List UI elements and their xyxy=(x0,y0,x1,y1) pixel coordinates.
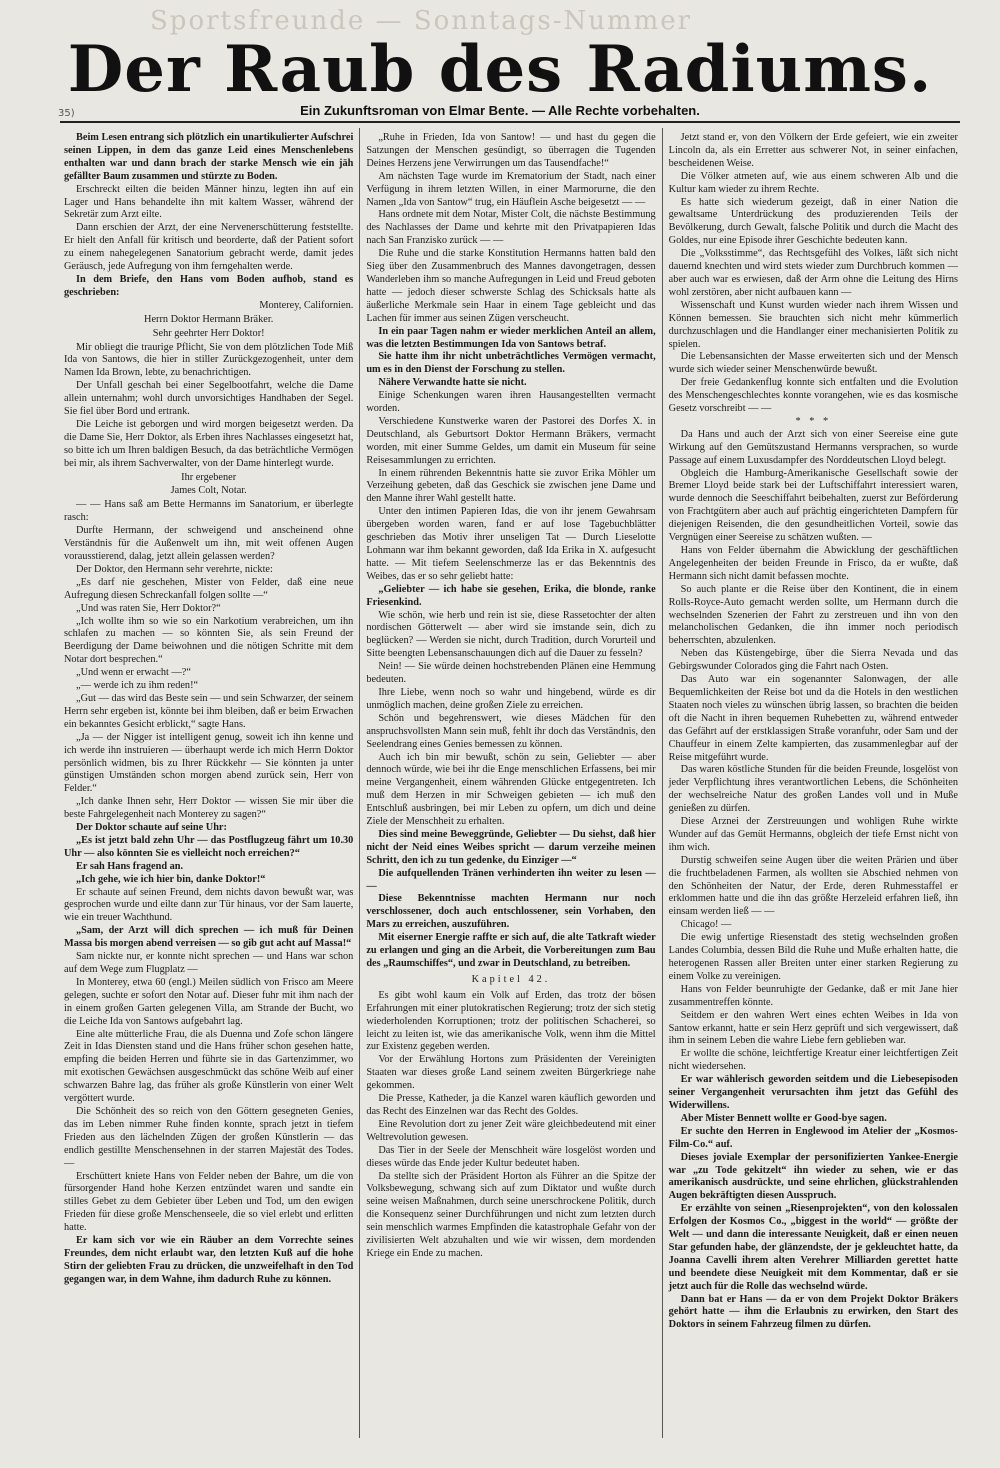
paragraph: Diese Arznei der Zerstreuungen und wohligen Ruhe wirkte Wunder auf das Gemüt Hermanns, obgleich der tiefe Ernst nicht von ihm wich. xyxy=(668,816,958,853)
paragraph: — — Hans saß am Bette Hermanns im Sanatorium, er überlegte rasch: xyxy=(64,499,354,524)
paragraph: „Ich wollte ihm so wie so ein Narkotium verabreichen, um ihn schlafen zu machen — so könnten Sie, als sein Freund der Beerdigung der Dame beiwohnen und die nötigen Schritte mit dem Notar dort besprechen.“ xyxy=(64,615,354,666)
paragraph: „Es ist jetzt bald zehn Uhr — das Postflugzeug fährt um 10.30 Uhr — also könnten Sie es vielleicht noch erreichen?“ xyxy=(64,834,354,859)
column-1 xyxy=(58,128,359,1438)
paragraph: In Monterey, etwa 60 (engl.) Meilen südlich von Frisco am Meere gelegen, suchte er sofort den Notar auf. Dieser fuhr mit ihm nach der in einem großen Garten gelegenen Villa, am Strande der Bucht, wo die Leiche Ida von Santows aufgebahrt lag. xyxy=(64,976,354,1027)
paragraph: Kapitel 42. xyxy=(471,973,551,985)
paragraph: Die Lebensansichten der Masse erweiterten sich und der Mensch wurde sich wieder seiner Menschenwürde bewußt. xyxy=(668,351,958,376)
paragraph: Das Auto war ein sogenannter Salonwagen, der alle Bequemlichkeiten der Reise bot und da die Hotels in den westlichen Staaten noch vieles zu wünschen übrig lassen, so brachten die beiden oft die Nacht in ihren bequemen Ruhebetten zu, während entweder das Gefährt auf der erstklassigen Straße voranfuhr, oder Sam und der Chauffeur in einem Zelte kampierten, das zusammenlegbar auf der Reise mitgeführt wurde. xyxy=(668,674,958,763)
paragraph: Nein! — Sie würde deinen hochstrebenden Plänen eine Hemmung bedeuten. xyxy=(366,661,656,686)
paragraph: Erschüttert kniete Hans von Felder neben der Bahre, um die von fürsorgender Hand hohe Kerzen entzündet waren und sandte ein stilles Gebet zu dem Gebieter über Leben und Tod, um den ewigen Frieden für diese große Menschenseele, die so viel erlebt und erlitten hatte. xyxy=(64,1170,354,1234)
paragraph: Herrn Doktor Hermann Bräker. xyxy=(144,313,274,325)
column-2 xyxy=(359,128,661,1438)
paragraph: Eine Revolution dort zu jener Zeit wäre gleichbedeutend mit einer Weltrevolution gewesen. xyxy=(366,1118,656,1143)
paragraph: „— werde ich zu ihm reden!“ xyxy=(76,680,199,692)
paragraph: Unter den intimen Papieren Idas, die von ihr jenem Gewahrsam übergeben worden waren, fand er auf lose Tagebuchblätter geschrieben das Motiv ihrer unseligen Tat — Durch Lieselotte Lohmann war ihm bekannt geworden, daß Ida Erika in X. aufgesucht hatte. — Mit tiefem Seelenschmerze las er das Bekenntnis des Weibes, das er so sehr geliebt hatte: xyxy=(366,506,656,582)
paragraph: Eine alte mütterliche Frau, die als Duenna und Zofe schon längere Zeit in Idas Diensten stand und die Hans früher schon gesehen hatte, empfing die beiden Herren und führte sie in das Gartenzimmer, wo mit exotischen Gewächsen ausgeschmückt das schöne Weib auf einer schwarzen Bahre lag, das früher als große Künstlerin von einer Welt vergöttert wurde. xyxy=(64,1028,354,1105)
paragraph: Das waren köstliche Stunden für die beiden Freunde, losgelöst von jeder Verpflichtung ihres verantwortlichen Lebens, die Schönheiten der wechselreiche Natur des großen Landes voll und in Muße genießen zu dürfen. xyxy=(668,764,958,815)
paragraph: Die aufquellenden Tränen verhinderten ihn weiter zu lesen — — xyxy=(366,867,656,892)
paragraph: Die Schönheit des so reich von den Göttern gesegneten Genies, das im Leben nimmer Ruhe finden konnte, sprach jetzt in tiefem Frieden aus den lächelnden Zügen der großen Künstlerin — das endlich gestillte Menschensehnen in der starren Majestät des Todes. — xyxy=(64,1105,354,1169)
paragraph: „Sam, der Arzt will dich sprechen — ich muß für Deinen Massa bis morgen abend verreisen — so gib gut acht auf Massa!“ xyxy=(64,925,354,950)
paragraph: Der Unfall geschah bei einer Segelbootfahrt, welche die Dame allein unternahm; wohl durch unvorsichtiges Handhaben der Segel. Sie fiel über Bord und ertrank. xyxy=(64,380,354,418)
paragraph: So auch plante er die Reise über den Kontinent, die in einem Rolls-Royce-Auto gemacht werden sollte, um Hermann durch die wechselnden Szenerien der Fahrt zu zerstreuen und ihn von den melancholischen Gedanken, die ihn immer noch periodisch beherrschten, abzulenken. xyxy=(668,583,958,647)
paragraph: Seitdem er den wahren Wert eines echten Weibes in Ida von Santow erkannt, hatte er sein Herz geprüft und sich vergewissert, daß ihm in seinem Leben die wahre Liebe fern geblieben war. xyxy=(668,1009,958,1047)
paragraph: „Und wenn er erwacht —?“ xyxy=(76,667,191,679)
paragraph: Mit eiserner Energie raffte er sich auf, die alte Tatkraft wieder zu erlangen und ging an die Arbeit, die Vorbereitungen zum Bau des „Raumschiffes“, und zwar in Deutschland, zu betreiben. xyxy=(366,932,656,969)
paragraph: In einem rührenden Bekenntnis hatte sie zuvor Erika Möhler um Verzeihung gebeten, daß das Geschick sie zwischen jene Dame und den Manne ihrer Wahl gestellt hatte. xyxy=(366,467,656,505)
paragraph: Aber Mister Bennett wollte er Good-bye sagen. xyxy=(680,1112,887,1124)
paragraph: Auch ich bin mir bewußt, schön zu sein, Geliebter — aber dennoch würde, wie bei ihr die Enge menschlichen Erfassens, bei mir meine Vergangenheit, einem währenden Glücke entgegentreten. Ich muß dem Herzen in mir Schweigen gebieten — ich muß den Entschluß ausbringen, bei mir Leben zu opfern, um dich und deine Ziele der Menschheit zu erhalten. xyxy=(366,751,656,828)
paragraph: Neben das Küstengebirge, über die Sierra Nevada und das Gebirgswunder Colorados ging die Fahrt nach Osten. xyxy=(668,648,958,673)
paragraph: Erschreckt eilten die beiden Männer hinzu, legten ihn auf ein Lager und Hans behandelte ihn mit kaltem Wasser, während der Sekretär zum Arzt eilte. xyxy=(64,183,354,221)
paragraph: Einige Schenkungen waren ihren Hausangestellten vermacht worden. xyxy=(366,390,656,415)
paragraph: Die Völker atmeten auf, wie aus einem schweren Alb und die Kultur kam wieder zu ihrem Rechte. xyxy=(668,170,958,195)
article-title: Der Raub des Radiums. xyxy=(67,32,933,107)
paragraph: Dann bat er Hans — da er von dem Projekt Doktor Bräkers gehört hatte — ihm die Erlaubnis zu erwirken, den Start des Doktors in seinem Fahrzeug filmen zu dürfen. xyxy=(668,1293,958,1331)
text-columns xyxy=(58,128,964,1438)
paragraph: Hans von Felder beunruhigte der Gedanke, daß er mit Jane hier zusammentreffen könnte. xyxy=(668,983,958,1008)
column-3 xyxy=(662,128,964,1438)
paragraph: Dieses joviale Exemplar der personifizierten Yankee-Energie war „zu Tode gekitzelt“ ihn wieder zu sehen, wie er das amerikanisch ausdrückte, und seine ehrlichen, glückstrahlenden Augen bekräftigten diesen Ausspruch. xyxy=(668,1151,958,1202)
paragraph: Ihre Liebe, wenn noch so wahr und hingebend, würde es dir unmöglich machen, deine großen Ziele zu erreichen. xyxy=(366,686,656,711)
paragraph: „Und was raten Sie, Herr Doktor?“ xyxy=(76,602,221,614)
paragraph: In ein paar Tagen nahm er wieder merklichen Anteil an allem, was die letzten Bestimmungen Ida von Santows betraf. xyxy=(366,325,656,350)
paragraph: Wissenschaft und Kunst wurden wieder nach ihrem Wissen und Können bemessen. Sie brauchten sich nicht mehr kümmerlich durchzuschlagen und die Handlanger einer mechanisierten Politik zu spielen. xyxy=(668,299,958,350)
paragraph: Hans ordnete mit dem Notar, Mister Colt, die nächste Bestimmung des Nachlasses der Dame und kehrte mit den Privatpapieren Idas nach San Franzisko zurück — — xyxy=(366,209,656,247)
paragraph: Vor der Erwählung Hortons zum Präsidenten der Vereinigten Staaten war dieses große Land seinem zweiten Bürgerkriege nahe gekommen. xyxy=(366,1054,656,1092)
paragraph: Verschiedene Kunstwerke waren der Pastorei des Dorfes X. in Deutschland, als Geburtsort Doktor Hermann Bräkers, vermacht worden, mit einer Summe Geldes, um damit ein Museum für seine Reisesammlungen zu errichten. xyxy=(366,415,656,466)
paragraph: Mir obliegt die traurige Pflicht, Sie von dem plötzlichen Tode Miß Ida von Santows, die hier in stiller Zurückgezogenheit, unter dem Namen Ida Brown, lebte, zu benachrichtigen. xyxy=(64,341,354,379)
paragraph: Sam nickte nur, er konnte nicht sprechen — und Hans war schon auf dem Wege zum Flugplatz — xyxy=(64,951,354,975)
page-number: 35) xyxy=(58,108,75,119)
paragraph: Die Presse, Katheder, ja die Kanzel waren käuflich geworden und das Recht des Einzelnen war das Recht des Goldes. xyxy=(366,1093,656,1117)
paragraph: „Geliebter — ich habe sie gesehen, Erika, die blonde, ranke Friesenkind. xyxy=(366,583,656,608)
paragraph: Sie hatte ihm ihr nicht unbeträchtliches Vermögen vermacht, um es in den Dienst der Forschung zu stellen. xyxy=(366,351,656,376)
paragraph: Wie schön, wie herb und rein ist sie, diese Rassetochter der alten nordischen Götterwelt — aber wird sie imstande sein, dich zu beglücken? — Werden sie nicht, durch Tradition, durch Vorurteil und Sitte beengten Lebensanschauungen dich auf die Dauer zu fesseln? xyxy=(366,609,656,660)
paragraph: „Ja — der Nigger ist intelligent genug, soweit ich ihn kenne und ich werde ihn instruieren — überhaupt werde ich mich Herrn Doktor persönlich widmen, bis zu Ihrer Rückkehr — Sie könnten ja unter günstigen Umständen schon morgen abend zurück sein, Herr von Felder.“ xyxy=(64,731,354,795)
paragraph: Er sah Hans fragend an. xyxy=(76,860,184,872)
paragraph: Ihr ergebener xyxy=(181,471,237,483)
paragraph: Durstig schweifen seine Augen über die weiten Prärien und über die fruchtbeladenen Farmen, als wollten sie Abschied nehmen von den Schönheiten der Natur, der Erde, deren Ruhmesstaffel er erklommen hatte und die ihn das größte Herzeleid erfahren ließ, ihn einsam werden ließ — — xyxy=(668,854,958,918)
paragraph: Der Doktor schaute auf seine Uhr: xyxy=(76,822,227,834)
masthead-bleedthrough: Sportsfreunde — Sonntags-Nummer xyxy=(150,6,693,36)
paragraph: Am nächsten Tage wurde im Krematorium der Stadt, nach einer Verfügung in ihrem letzten Willen, in einer Marmorurne, die den Namen „Ida von Santow“ trug, ein Häuflein Asche beigesetzt — — xyxy=(366,170,656,208)
paragraph: Die Ruhe und die starke Konstitution Hermanns hatten bald den Sieg über den Zusammenbruch des Mannes davongetragen, dessen Wanderleben ihm so manche Aufregungen in Leid und Freud geboten hatte — jedoch dieser schwerste Schlag des Schicksals hatte als äußerliche Merkmale sein Haar in einem Tage gebleicht und das Lachen für immer aus seinen Zügen verscheucht. xyxy=(366,248,656,324)
paragraph: Er kam sich vor wie ein Räuber an dem Vorrechte seines Freundes, dem nicht erlaubt war, den letzten Kuß auf die hohe Stirn der geliebten Frau zu drücken, die unzweifelhaft in den Tod gegangen war, in dem Wahne, ihm dadurch Ruhe zu können. xyxy=(64,1235,354,1285)
paragraph: Sehr geehrter Herr Doktor! xyxy=(152,327,265,339)
paragraph: Monterey, Californien. xyxy=(259,299,354,311)
paragraph: Beim Lesen entrang sich plötzlich ein unartikulierter Aufschrei seinen Lippen, in dem das ganze Leid eines Menschenlebens enthalten war und dann brach der starke Mensch wie ein jäh gefällter Baum zusammen und stürzte zu Boden. xyxy=(64,132,354,182)
paragraph: „Es darf nie geschehen, Mister von Felder, daß eine neue Aufregung diesen Schreckanfall folgen sollte —“ xyxy=(64,576,354,601)
paragraph: Es gibt wohl kaum ein Volk auf Erden, das trotz der bösen Erfahrungen mit einer plutokratischen Regierung; trotz der sich stetig wiederholenden Korruptionen; trotz der politischen Schacherei, so leicht zu leiten ist, wie das amerikanische Volk, wenn ihm die Mittel zur Existenz gegeben werden. xyxy=(366,989,656,1053)
paragraph: Die ewig unfertige Riesenstadt des stetig wechselnden großen Landes Columbia, dessen Bild die Ruhe und Muße erhalten hatte, die heterogenen Rassen aller Breiten unter einer starken Regierung zu einem Volke zu vereinigen. xyxy=(668,932,958,982)
paragraph: Chicago! — xyxy=(680,919,732,931)
paragraph: Diese Bekenntnisse machten Hermann nur noch verschlossener, doch auch entschlossener, sein Vorhaben, den Mars zu erreichen, auszuführen. xyxy=(366,893,656,931)
paragraph: * * * xyxy=(795,415,832,427)
paragraph: „Ich danke Ihnen sehr, Herr Doktor — wissen Sie mir über die beste Fahrgelegenheit nach Monterey zu sagen?“ xyxy=(64,796,354,821)
paragraph: Schön und begehrenswert, wie dieses Mädchen für den anspruchsvollsten Mann sein muß, fehlt ihr doch das Verständnis, den Seelendrang eines Genies bemessen zu können. xyxy=(366,712,656,750)
paragraph: Der Doktor, den Hermann sehr verehrte, nickte: xyxy=(76,563,273,575)
paragraph: Er war wählerisch geworden seitdem und die Liebesepisoden seiner Vergangenheit verursachten ihm jetzt das Gefühl des Widerwillens. xyxy=(668,1074,958,1111)
paragraph: Er wollte die schöne, leichtfertige Kreatur einer leichtfertigen Zeit nicht wiedersehen. xyxy=(668,1048,958,1073)
paragraph: Hans von Felder übernahm die Abwicklung der geschäftlichen Angelegenheiten der beiden Freunde in Frisco, da er wußte, daß Hermann sich nicht damit befassen mochte. xyxy=(668,545,958,582)
paragraph: Da Hans und auch der Arzt sich von einer Seereise eine gute Wirkung auf den Gemütszustand Hermanns versprachen, so wurde Passage auf einem Luxusdampfer des Norddeutschen Lloyd belegt. xyxy=(668,428,958,466)
paragraph: Er schaute auf seinen Freund, dem nichts davon bewußt war, was gesprochen wurde und eilte dann zur Tür hinaus, vor der Sam lauerte, wie ein treuer Wachthund. xyxy=(64,886,354,924)
paragraph: Dann erschien der Arzt, der eine Nervenerschütterung feststellte. Er hielt den Anfall für kritisch und beorderte, daß der Patient sofort zu einem nahegelegenen Sanatorium gebracht werde, damit jedes Geräusch, jede Aufregung von ihm ferngehalten werde. xyxy=(64,222,354,273)
paragraph: Der freie Gedankenflug konnte sich entfalten und die Evolution des Menschengeschlechtes konnte vorangehen, wie es das kosmische Gesetz vorschreibt — — xyxy=(668,377,958,415)
article-subtitle: Ein Zukunftsroman von Elmar Bente. — Alle Rechte vorbehalten. xyxy=(300,103,700,118)
paragraph: „Ruhe in Frieden, Ida von Santow! — und hast du gegen die Satzungen der Menschen gesündigt, so überragen die Tugenden Deines Herzens jene Verwirrungen um das Tausendfache!“ xyxy=(366,132,656,169)
paragraph: Er suchte den Herren in Englewood im Atelier der „Kosmos-Film-Co.“ auf. xyxy=(668,1125,958,1150)
paragraph: Da stellte sich der Präsident Horton als Führer an die Spitze der Volksbewegung, schwang sich auf zum Diktator und wußte durch seine weisen Maßnahmen, durch seine unerschrockene Politik, durch die Konsequenz seiner Durchführungen und nicht zum letzten durch sein menschlich warmes Empfinden die katastrophale Gefahr von der zivilisierten Welt abzuhalten und wie wir wissen, dem mordenden Kriege ein Ende zu machen. xyxy=(366,1170,656,1259)
paragraph: In dem Briefe, den Hans vom Boden aufhob, stand es geschrieben: xyxy=(64,273,354,298)
paragraph: Die „Volksstimme“, das Rechtsgefühl des Volkes, läßt sich nicht dauernd knechten und wird stets wieder zum Durchbruch kommen — aber auch war es erwiesen, daß der Arm ohne die Leitung des Hirns wohl zerstören, aber nicht aufbauen kann — xyxy=(668,248,958,298)
paragraph: Obgleich die Hamburg-Amerikanische Gesellschaft sowie der Bremer Lloyd beide stark bei der Luftschiffahrt interessiert waren, wurde dennoch die Seeschiffahrt beibehalten, zuerst zur Beförderung von Frachtgütern aber auch auf prächtig eingerichteten Dampfern für diejenigen Reisenden, die den gesundheitlichen Vorteil, sowie das Vergnügen einer Seereise zu schätzen wußten. — xyxy=(668,467,958,544)
paragraph: Nähere Verwandte hatte sie nicht. xyxy=(378,377,527,389)
paragraph: Jetzt stand er, von den Völkern der Erde gefeiert, wie ein zweiter Lincoln da, als ein Erretter aus schwerer Not, in seiner einfachen, bescheidenen Weise. xyxy=(668,132,958,169)
paragraph: Die Leiche ist geborgen und wird morgen beigesetzt werden. Da die Dame Sie, Herr Doktor, als Erben ihres Nachlasses eingesetzt hat, so bitte ich um Ihren baldigen Besuch, da das beträchtliche Vermögen bei mir, als ihrem Sachverwalter, von der Dame hinterlegt wurde. xyxy=(64,418,354,469)
paragraph: Es hatte sich wiederum gezeigt, daß in einer Nation die gewaltsame Unterdrückung des produzierenden Teils der Bevölkerung, durch Gewalt, falsche Politik und durch die Macht des Goldes, nur eine Episode ihrer Geschichte bedeuten kann. xyxy=(668,196,958,247)
paragraph: „Ich gehe, wie ich hier bin, danke Doktor!“ xyxy=(76,873,266,885)
paragraph: Dies sind meine Beweggründe, Geliebter — Du siehst, daß hier nicht der Neid eines Weibes spricht — darum verzeihe meinen Schritt, den ich zu tun gedenke, du Einziger —“ xyxy=(366,828,656,866)
paragraph: Das Tier in der Seele der Menschheit wäre losgelöst worden und dieses würde das Ende jeder Kultur bedeutet haben. xyxy=(366,1144,656,1169)
title-rule xyxy=(60,121,960,123)
paragraph: James Colt, Notar. xyxy=(170,485,247,497)
paragraph: „Gut — das wird das Beste sein — und sein Schwarzer, der seinem Herrn sehr ergeben ist, könnte bei ihm bleiben, daß er beim Erwachen ein bekanntes Gesicht erblickt,“ sagte Hans. xyxy=(64,692,354,730)
paragraph: Durfte Hermann, der schweigend und anscheinend ohne Verständnis für die Außenwelt um ihn, mit weit offenen Augen vorausstierend, dalag, jetzt allein gelassen werden? xyxy=(64,525,354,562)
paragraph: Er erzählte von seinen „Riesenprojekten“, von den kolossalen Erfolgen der Kosmos Co., „biggest in the world“ — größte der Welt — und dann die interessante Neuigkeit, daß er einen neuen Star gefunden habe, der glänzendste, der je gekleuchtet hatte, da Joanna Cavelli ihrem alten Verehrer Milliarden gerettet hatte und beendete diese Neuigkeit mit dem Kommentar, daß er sie jetzt auch für die Rolle das wechselnd würde. xyxy=(668,1203,958,1292)
